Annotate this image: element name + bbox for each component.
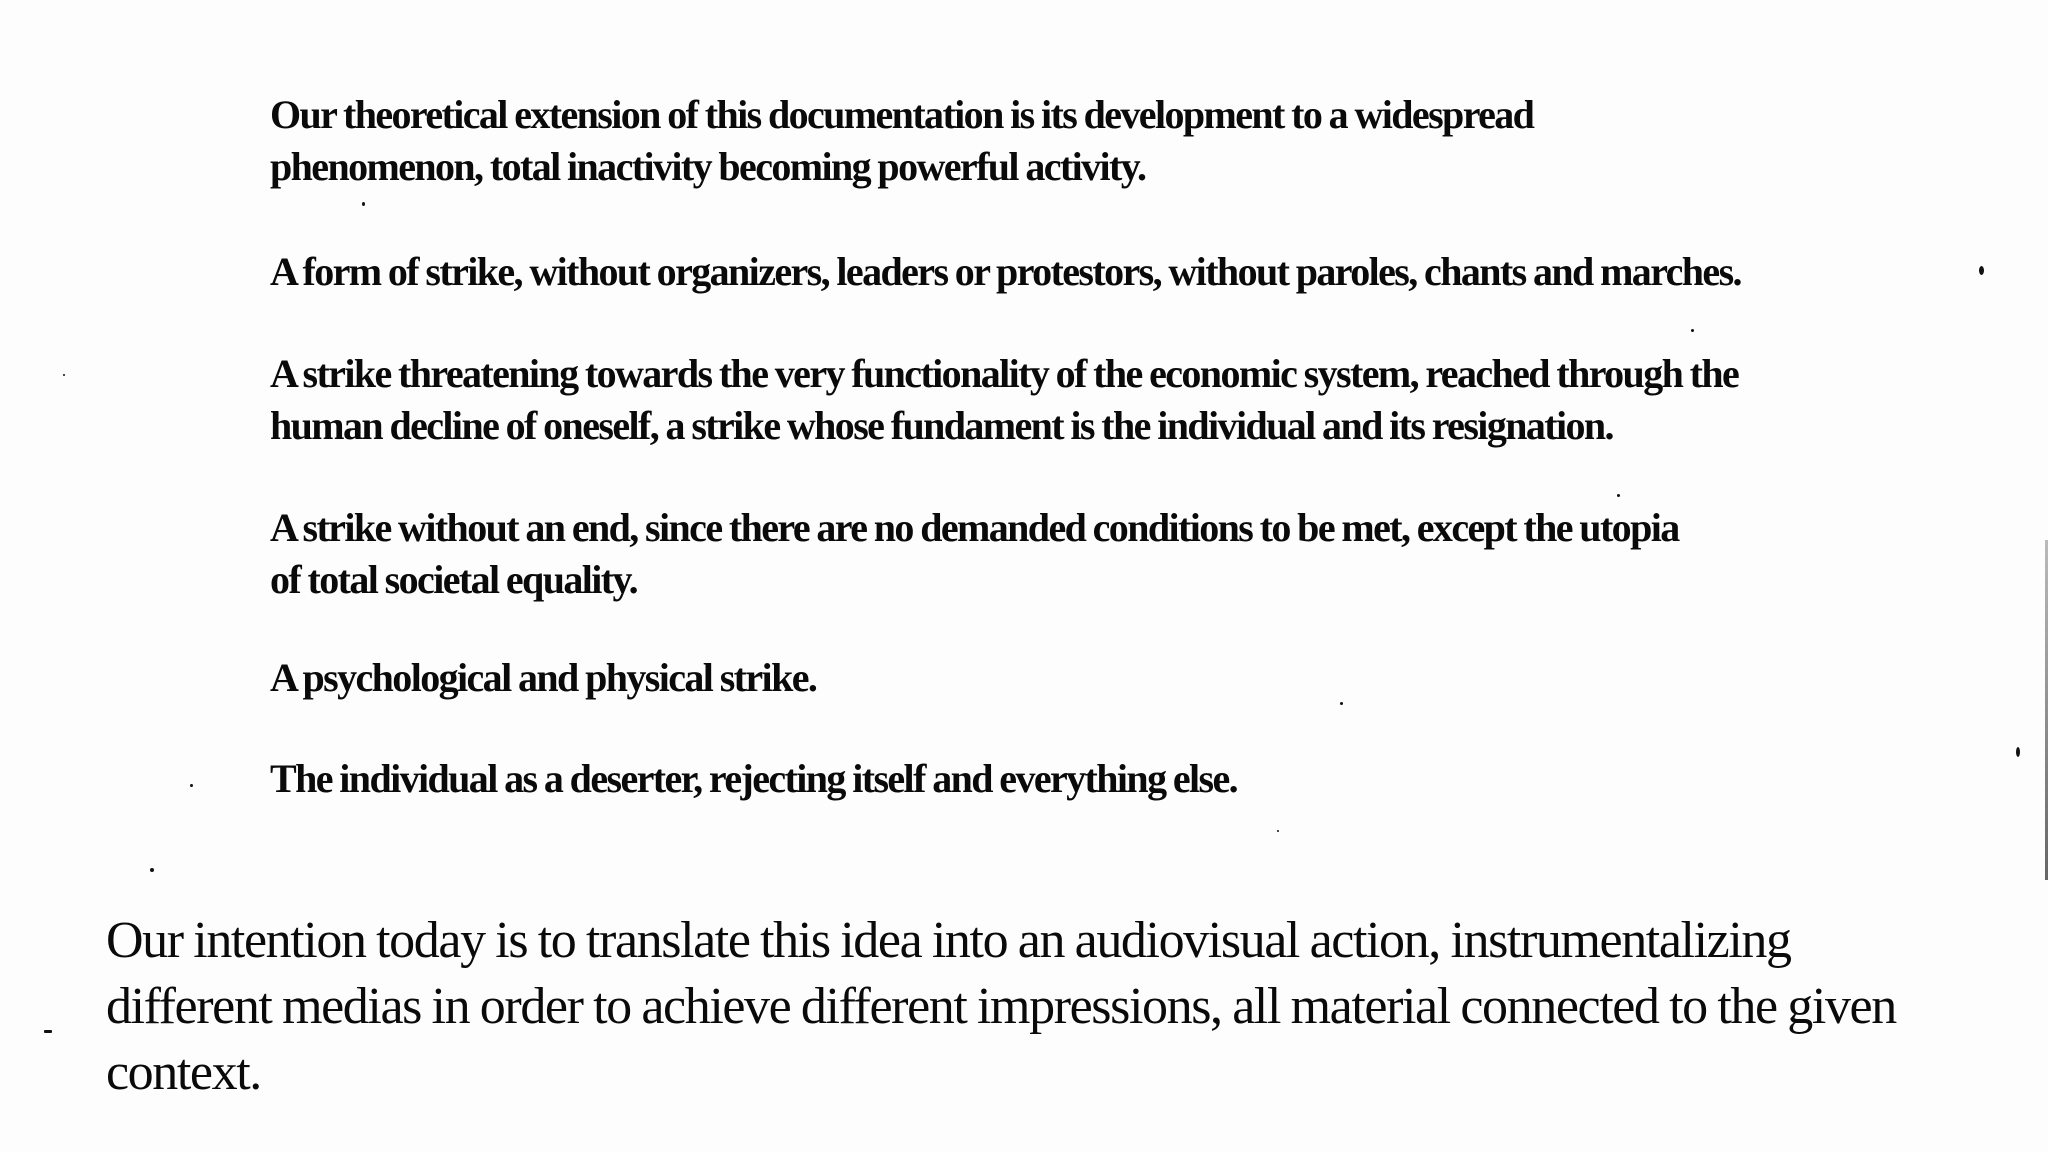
paragraph-psychological-strike — [270, 652, 816, 704]
dust-speck — [1277, 830, 1279, 832]
text-line: A form of strike, without organizers, leaders or protestors, without paroles, chants and marches. — [270, 249, 1741, 294]
text-line: human decline of oneself, a strike whose fundament is the individual and its resignation. — [270, 403, 1613, 448]
dust-speck — [63, 374, 65, 376]
text-line: phenomenon, total inactivity becoming powerful activity. — [270, 144, 1146, 189]
text-line: of total societal equality. — [270, 557, 638, 602]
dust-speck — [150, 868, 154, 872]
dust-speck — [1979, 266, 1984, 275]
paragraph-individual-deserter — [270, 753, 1237, 805]
dust-speck — [1340, 702, 1343, 705]
dust-speck — [1691, 329, 1694, 332]
dust-speck — [362, 202, 365, 206]
paragraph-theoretical-extension — [270, 89, 1533, 193]
dust-speck — [44, 1030, 52, 1033]
dust-speck — [190, 784, 193, 787]
dust-speck — [1617, 494, 1620, 497]
text-line: The individual as a deserter, rejecting itself and everything else. — [270, 756, 1238, 801]
text-line: context. — [106, 1044, 261, 1101]
paragraph-strike-threatening — [270, 348, 1738, 452]
text-line: A strike threatening towards the very functionality of the economic system, reached through the — [270, 351, 1739, 396]
text-line: different medias in order to achieve different impressions, all material connected to the given — [106, 978, 1896, 1035]
text-line: A psychological and physical strike. — [270, 655, 817, 700]
paragraph-strike-without-end — [270, 502, 1679, 606]
text-line: A strike without an end, since there are no demanded conditions to be met, except the utopia — [270, 505, 1679, 550]
closing-statement — [106, 908, 1896, 1106]
paragraph-form-of-strike — [270, 246, 1741, 298]
text-line: Our theoretical extension of this documentation is its development to a widespread — [270, 92, 1534, 137]
dust-speck — [2016, 747, 2020, 757]
text-line: Our intention today is to translate this idea into an audiovisual action, instrumentalizing — [106, 912, 1791, 969]
